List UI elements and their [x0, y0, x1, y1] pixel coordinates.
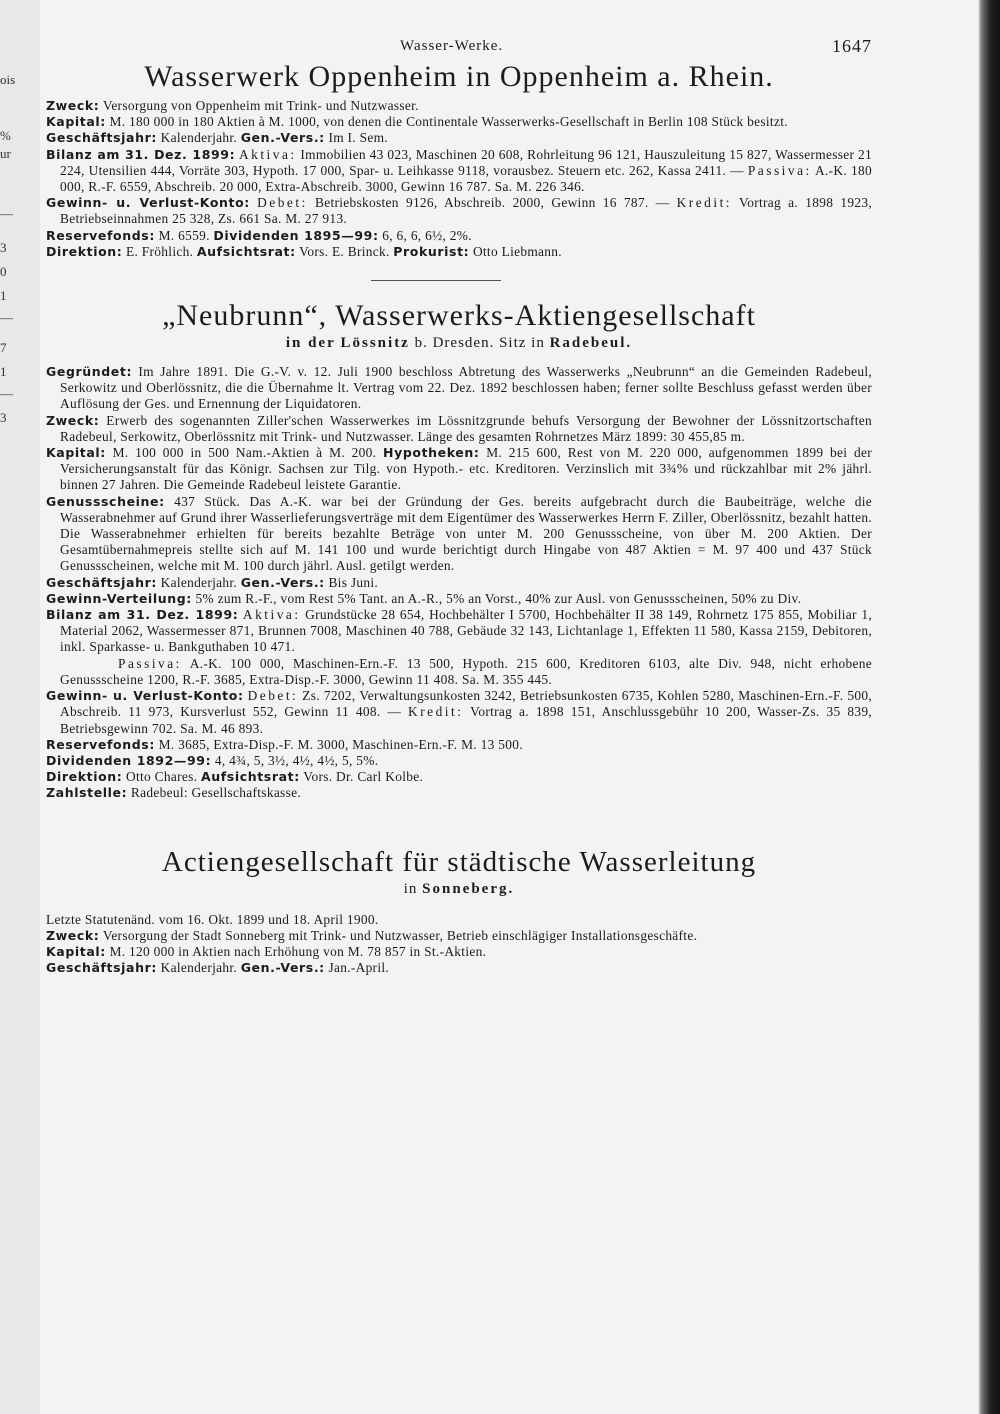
field-label: Zahlstelle: [46, 785, 128, 801]
field-label: Gewinn-Verteilung: [46, 590, 192, 606]
subtitle-part: Sonneberg. [422, 880, 515, 897]
entry-direktion [46, 244, 872, 260]
field-label: Kapital: [46, 445, 106, 461]
field-text: M. 100 000 in 500 Nam.-Aktien à M. 200. [112, 445, 377, 461]
subtitle-part: in der [285, 335, 336, 352]
field-label: Geschäftsjahr: [46, 574, 157, 590]
entry-reservefonds [46, 228, 872, 244]
field-text: Vors. Dr. Carl Kolbe. [303, 769, 424, 785]
field-label: Gewinn- u. Verlust-Konto: [46, 688, 244, 704]
entry-zweck [46, 928, 872, 944]
entry-dividenden [46, 753, 872, 769]
field-text: 6, 6, 6, 6½, 2%. [382, 227, 472, 243]
field-label: Hypotheken: [383, 445, 480, 461]
field-label: Kapital: [46, 114, 106, 130]
field-label: Direktion: [46, 243, 123, 259]
field-label: Dividenden 1895—99: [213, 227, 379, 243]
field-text: Vortrag a. 1898 1923, Betriebseinnahmen 25 328, Zs. 661 Sa. M. 27 913. [60, 195, 873, 227]
margin-fragment: 0 [0, 264, 7, 279]
field-label: Zweck: [46, 927, 100, 943]
field-label: Kapital: [46, 943, 106, 959]
running-head [46, 30, 872, 60]
field-spaced: Aktiva: [238, 146, 297, 162]
field-label: Dividenden 1892—99: [46, 752, 212, 768]
entry-kapital [46, 445, 872, 494]
field-text: Vors. E. Brinck. [299, 243, 390, 259]
field-text: Versorgung der Stadt Sonneberg mit Trink- und Nutzwasser, Betrieb einschlägiger Installationsgeschäfte. [102, 927, 698, 943]
field-text: Otto Liebmann. [472, 243, 562, 259]
field-label: Gen.-Vers.: [240, 960, 325, 976]
company-title-neubrunn: „Neubrunn“, Wasserwerks-Aktiengesellschaft [162, 299, 756, 333]
entry-bilanz [46, 147, 872, 196]
entry-bilanz [46, 607, 872, 656]
margin-fragment: % [0, 128, 11, 143]
field-label: Gegründet: [46, 364, 133, 380]
company-title-sonneberg: Actiengesellschaft für städtische Wasserleitung [161, 845, 757, 878]
field-spaced: Kredit: [408, 704, 464, 720]
margin-fragment: — [0, 206, 13, 221]
field-label: Bilanz am 31. Dez. 1899: [46, 607, 239, 623]
field-label: Gewinn- u. Verlust-Konto: [46, 195, 250, 211]
field-text: M. 3685, Extra-Disp.-F. M. 3000, Maschinen-Ern.-F. M. 13 500. [158, 736, 523, 752]
field-text: Jan.-April. [328, 960, 390, 976]
field-text: Im Jahre 1891. Die G.-V. v. 12. Juli 1900 beschloss Abtretung des Wasserwerks „Neubrunn“ an die Gemeinden Radebeul, Serkowitz und Oberlössnitz, die die Übernahme lt. Vertrag vom 22. Dez. 1892 beschlossen haben; ferner sollte Beschluss gefasst werden über Auflösung der Ges. und Ernennung der Liquidatoren. [60, 364, 872, 412]
field-label: Prokurist: [393, 243, 470, 259]
field-text: 4, 4¾, 5, 3½, 4½, 4½, 5, 5%. [214, 752, 379, 768]
field-text: M. 215 600, Rest von M. 220 000, aufgenommen 1899 bei der Versicherungsanstalt für das Königr. Sachsen zur Tilg. von Hypoth.- etc. Kreditoren. Verzinslich mit 3¾% und rückzahlbar mit 2% jährl. binnen 27 Jahren. Die Gemeinde Radebeul leistete Garantie. [60, 445, 872, 493]
margin-fragment: 3 [0, 240, 7, 255]
page-number: 1647 [832, 36, 872, 56]
running-title: Wasser-Werke. [400, 38, 504, 54]
margin-fragment: ur [0, 146, 11, 161]
field-label: Reservefonds: [46, 227, 155, 243]
margin-fragment: — [0, 386, 13, 401]
field-spaced: Passiva: [118, 655, 182, 671]
field-text: Kalenderjahr. [160, 960, 238, 976]
field-text: 5% zum R.-F., vom Rest 5% Tant. an A.-R., 5% an Vorst., 40% zur Ausl. von Genussscheinen, 50% zu Div. [195, 590, 802, 606]
field-text: Grundstücke 28 654, Hochbehälter I 5700, Hochbehälter II 38 149, Rohrnetz 175 855, Mobiliar 1, Material 2062, Wassermesser 871, Brunnen 7008, Maschinen 40 788, Gebäude 32 143, Lichtanlage 1, Effekten 11 580, Kassa 2159, Debitoren, inkl. Sparkasse- u. Bankguthaben 10 471. [60, 607, 872, 655]
field-text: Zs. 7202, Verwaltungsunkosten 3242, Betriebsunkosten 6735, Kohlen 5280, Maschinen-Ern.-F. 500, Abschreib. 11 973, Kursverlust 552, Gewinn 11 408. — [60, 688, 873, 720]
entry-gewinn-verteilung [46, 591, 872, 607]
entry-gewinn-verlust [46, 688, 872, 737]
field-text: M. 180 000 in 180 Aktien à M. 1000, von denen die Continentale Wasserwerks-Gesellschaft in Berlin 108 Stück besitzt. [109, 114, 788, 130]
entry-zweck [46, 98, 872, 114]
entry-direktion [46, 769, 872, 785]
subtitle-part: in [403, 880, 418, 897]
field-spaced: Kredit: [676, 195, 733, 211]
field-label: Direktion: [46, 769, 123, 785]
margin-fragment: 1 [0, 288, 7, 303]
field-text: Radebeul: Gesellschaftskasse. [130, 785, 301, 801]
company-title-oppenheim: Wasserwerk Oppenheim in Oppenheim a. Rhein. [144, 60, 774, 93]
page-shadow-right [978, 0, 1000, 1414]
field-text: Immobilien 43 023, Maschinen 20 608, Rohrleitung 96 121, Hauszuleitung 15 827, Wassermesser 21 224, Utensilien 444, Vorräte 303, Hypoth. 17 000, Spar- u. Leihkasse 9118, vorausbez. Steuern etc. 262, Kassa 2411. — [60, 146, 872, 178]
subtitle-part: b. Dresden. Sitz in [414, 335, 545, 352]
field-label: Bilanz am 31. Dez. 1899: [46, 146, 236, 162]
field-text: Otto Chares. [126, 769, 198, 785]
section-oppenheim [46, 98, 872, 260]
field-text: M. 6559. [158, 227, 210, 243]
field-label: Genussscheine: [46, 493, 165, 509]
field-label: Geschäftsjahr: [46, 960, 157, 976]
entry-geschaeftsjahr [46, 130, 872, 146]
field-label: Gen.-Vers.: [240, 130, 325, 146]
entry-bilanz-passiva [46, 656, 872, 688]
entry-zweck [46, 413, 872, 445]
subtitle-part: Lössnitz [340, 335, 410, 352]
field-spaced: Aktiva: [242, 607, 301, 623]
margin-fragment: 1 [0, 364, 7, 379]
section-divider [371, 280, 501, 281]
document-page [46, 30, 872, 976]
entry-gegruendet [46, 364, 872, 413]
entry-genussscheine [46, 494, 872, 575]
entry-gewinn-verlust [46, 195, 872, 227]
field-text: Bis Juni. [328, 574, 379, 590]
field-text: 437 Stück. Das A.-K. war bei der Gründung der Ges. bereits aufgebracht durch die Baubeiträge, welche die Wasserabnehmer auf Grund ihrer Wasserlieferungsverträge mit dem Eigentümer des Wasserwerkes Herrn F. Ziller, Oberlössnitz, bezahlt hatten. Die Wasserabnehmer erhielten für bereits bezahlte Beträge von unter M. 200 Genussscheine, von über M. 200 Aktien. Der Gesamtübernahmepreis stellte sich auf M. 141 100 und wurde berichtigt durch Hingabe von 487 Aktien = M. 97 400 und 437 Stück Genussscheinen, welche mit M. 100 durch jährl. Ausl. getilgt werden. [60, 493, 872, 574]
field-label: Aufsichtsrat: [200, 769, 300, 785]
field-text: Betriebskosten 9126, Abschreib. 2000, Gewinn 16 787. — [314, 195, 670, 211]
entry-kapital [46, 114, 872, 130]
field-spaced: Debet: [247, 688, 299, 704]
field-label: Zweck: [46, 412, 100, 428]
field-label: Aufsichtsrat: [196, 243, 296, 259]
field-spaced: Passiva: [747, 162, 812, 178]
margin-fragment: ois [0, 72, 16, 87]
field-text: Im I. Sem. [328, 130, 388, 146]
subtitle-part: Radebeul. [549, 335, 633, 352]
field-text: E. Fröhlich. [126, 243, 194, 259]
company-subtitle-sonneberg [46, 881, 872, 898]
field-text: Vortrag a. 1898 151, Anschlussgebühr 10 200, Wasser-Zs. 35 839, Betriebsgewinn 702. Sa. M. 46 893. [60, 704, 872, 736]
field-spaced: Debet: [257, 195, 308, 211]
field-label: Reservefonds: [46, 736, 155, 752]
field-label: Gen.-Vers.: [240, 574, 325, 590]
entry-geschaeftsjahr [46, 960, 872, 976]
margin-fragment: 7 [0, 340, 7, 355]
field-text: Letzte Statutenänd. vom 16. Okt. 1899 und 18. April 1900. [46, 911, 379, 927]
field-text: Kalenderjahr. [160, 130, 238, 146]
entry-statutenaenderung [46, 912, 872, 928]
margin-fragment: — [0, 310, 13, 325]
section-neubrunn [46, 364, 872, 801]
field-label: Geschäftsjahr: [46, 130, 157, 146]
field-text: Versorgung von Oppenheim mit Trink- und Nutzwasser. [102, 98, 419, 113]
field-text: Erwerb des sogenannten Ziller'schen Wasserwerkes im Lössnitzgrunde behufs Versorgung der Bewohner der Lössnitzortschaften Radebeul, Serkowitz, Oberlössnitz mit Trink- und Nutzwasser. Länge des gesamten Rohrnetzes März 1899: 30 455,85 m. [60, 412, 872, 444]
field-text: A.-K. 180 000, R.-F. 6559, Abschreib. 20 000, Extra-Abschreib. 3000, Gewinn 16 787. Sa. M. 226 346. [60, 162, 872, 195]
field-text: M. 120 000 in Aktien nach Erhöhung von M. 78 857 in St.-Aktien. [109, 943, 487, 959]
entry-reservefonds [46, 737, 872, 753]
company-subtitle-neubrunn [46, 335, 872, 352]
margin-fragment: 3 [0, 410, 7, 425]
section-sonneberg [46, 912, 872, 977]
field-label: Zweck: [46, 98, 100, 113]
entry-geschaeftsjahr [46, 575, 872, 591]
entry-kapital [46, 944, 872, 960]
entry-zahlstelle [46, 785, 872, 801]
field-text: Kalenderjahr. [160, 574, 238, 590]
field-text: A.-K. 100 000, Maschinen-Ern.-F. 13 500, Hypoth. 215 600, Kreditoren 6103, alte Div. 948, nicht erhobene Genussscheine 1200, R.-F. 3685, Extra-Disp.-F. 3000, Gewinn 11 408. Sa. M. 355 445. [60, 655, 872, 687]
